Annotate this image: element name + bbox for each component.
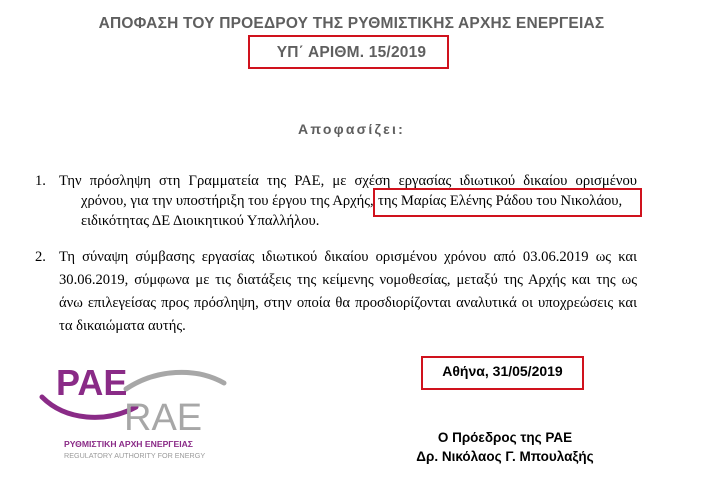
logo-subtitle-greek: ΡΥΘΜΙΣΤΙΚΗ ΑΡΧΗ ΕΝΕΡΓΕΙΑΣ (64, 439, 193, 449)
date-highlight (421, 356, 584, 390)
item-1-line-3: ειδικότητας ΔΕ Διοικητικού Υπαλλήλου. (81, 213, 320, 229)
document-date: Αθήνα, 31/05/2019 (442, 363, 563, 379)
signature-name: Δρ. Νικόλαος Γ. Μπουλαξής (416, 449, 594, 464)
document-title: ΑΠΟΦΑΣΗ ΤΟΥ ΠΡΟΕΔΡΟΥ ΤΗΣ ΡΥΘΜΙΣΤΙΚΗΣ ΑΡΧΗΣ ΕΝΕΡΓΕΙΑΣ (98, 15, 605, 32)
logo-latin-text: RAE (124, 397, 203, 439)
item-2-line-1: Τη σύναψη σύμβασης εργασίας ιδιωτικού δικαίου ορισμένου χρόνου από 03.06.2019 ως και (59, 249, 637, 265)
decision-number: ΥΠ΄ ΑΡΙΘΜ. 15/2019 (276, 44, 427, 61)
rae-logo (36, 363, 236, 473)
rae-logo-graphic (36, 363, 236, 473)
employee-name-highlight (373, 188, 642, 217)
item-2-number: 2. (35, 249, 46, 265)
employee-name: της Μαρίας Ελένης Ράδου του Νικολάου, (378, 193, 623, 209)
item-1-number: 1. (35, 173, 46, 189)
item-2-line-4: τα δικαιώματα αυτής. (59, 318, 186, 334)
item-2-line-2: 30.06.2019, σύμφωνα με τις διατάξεις της κείμενης νομοθεσίας, μεταξύ της Αρχής και της ως (59, 272, 637, 288)
signature-role: Ο Πρόεδρος της ΡΑΕ (437, 430, 573, 445)
logo-greek-text: ΡΑΕ (56, 363, 128, 403)
decides-heading: Αποφασίζει: (298, 121, 405, 137)
logo-subtitle-english: REGULATORY AUTHORITY FOR ENERGY (64, 451, 206, 460)
item-1-line-2: χρόνου, για την υποστήριξη του έργου της Αρχής, (81, 193, 374, 209)
decision-number-highlight (248, 35, 449, 69)
item-2-line-3: άνω επιλεγείσας προς πρόσληψη, στην οποία θα προσδιορίζονται αναλυτικά οι υποχρεώσεις και (59, 295, 637, 311)
logo-gray-swoosh (126, 372, 224, 389)
item-1-line-1: Την πρόσληψη στη Γραμματεία της ΡΑΕ, με σχέση εργασίας ιδιωτικού δικαίου ορισμένου (59, 173, 637, 189)
